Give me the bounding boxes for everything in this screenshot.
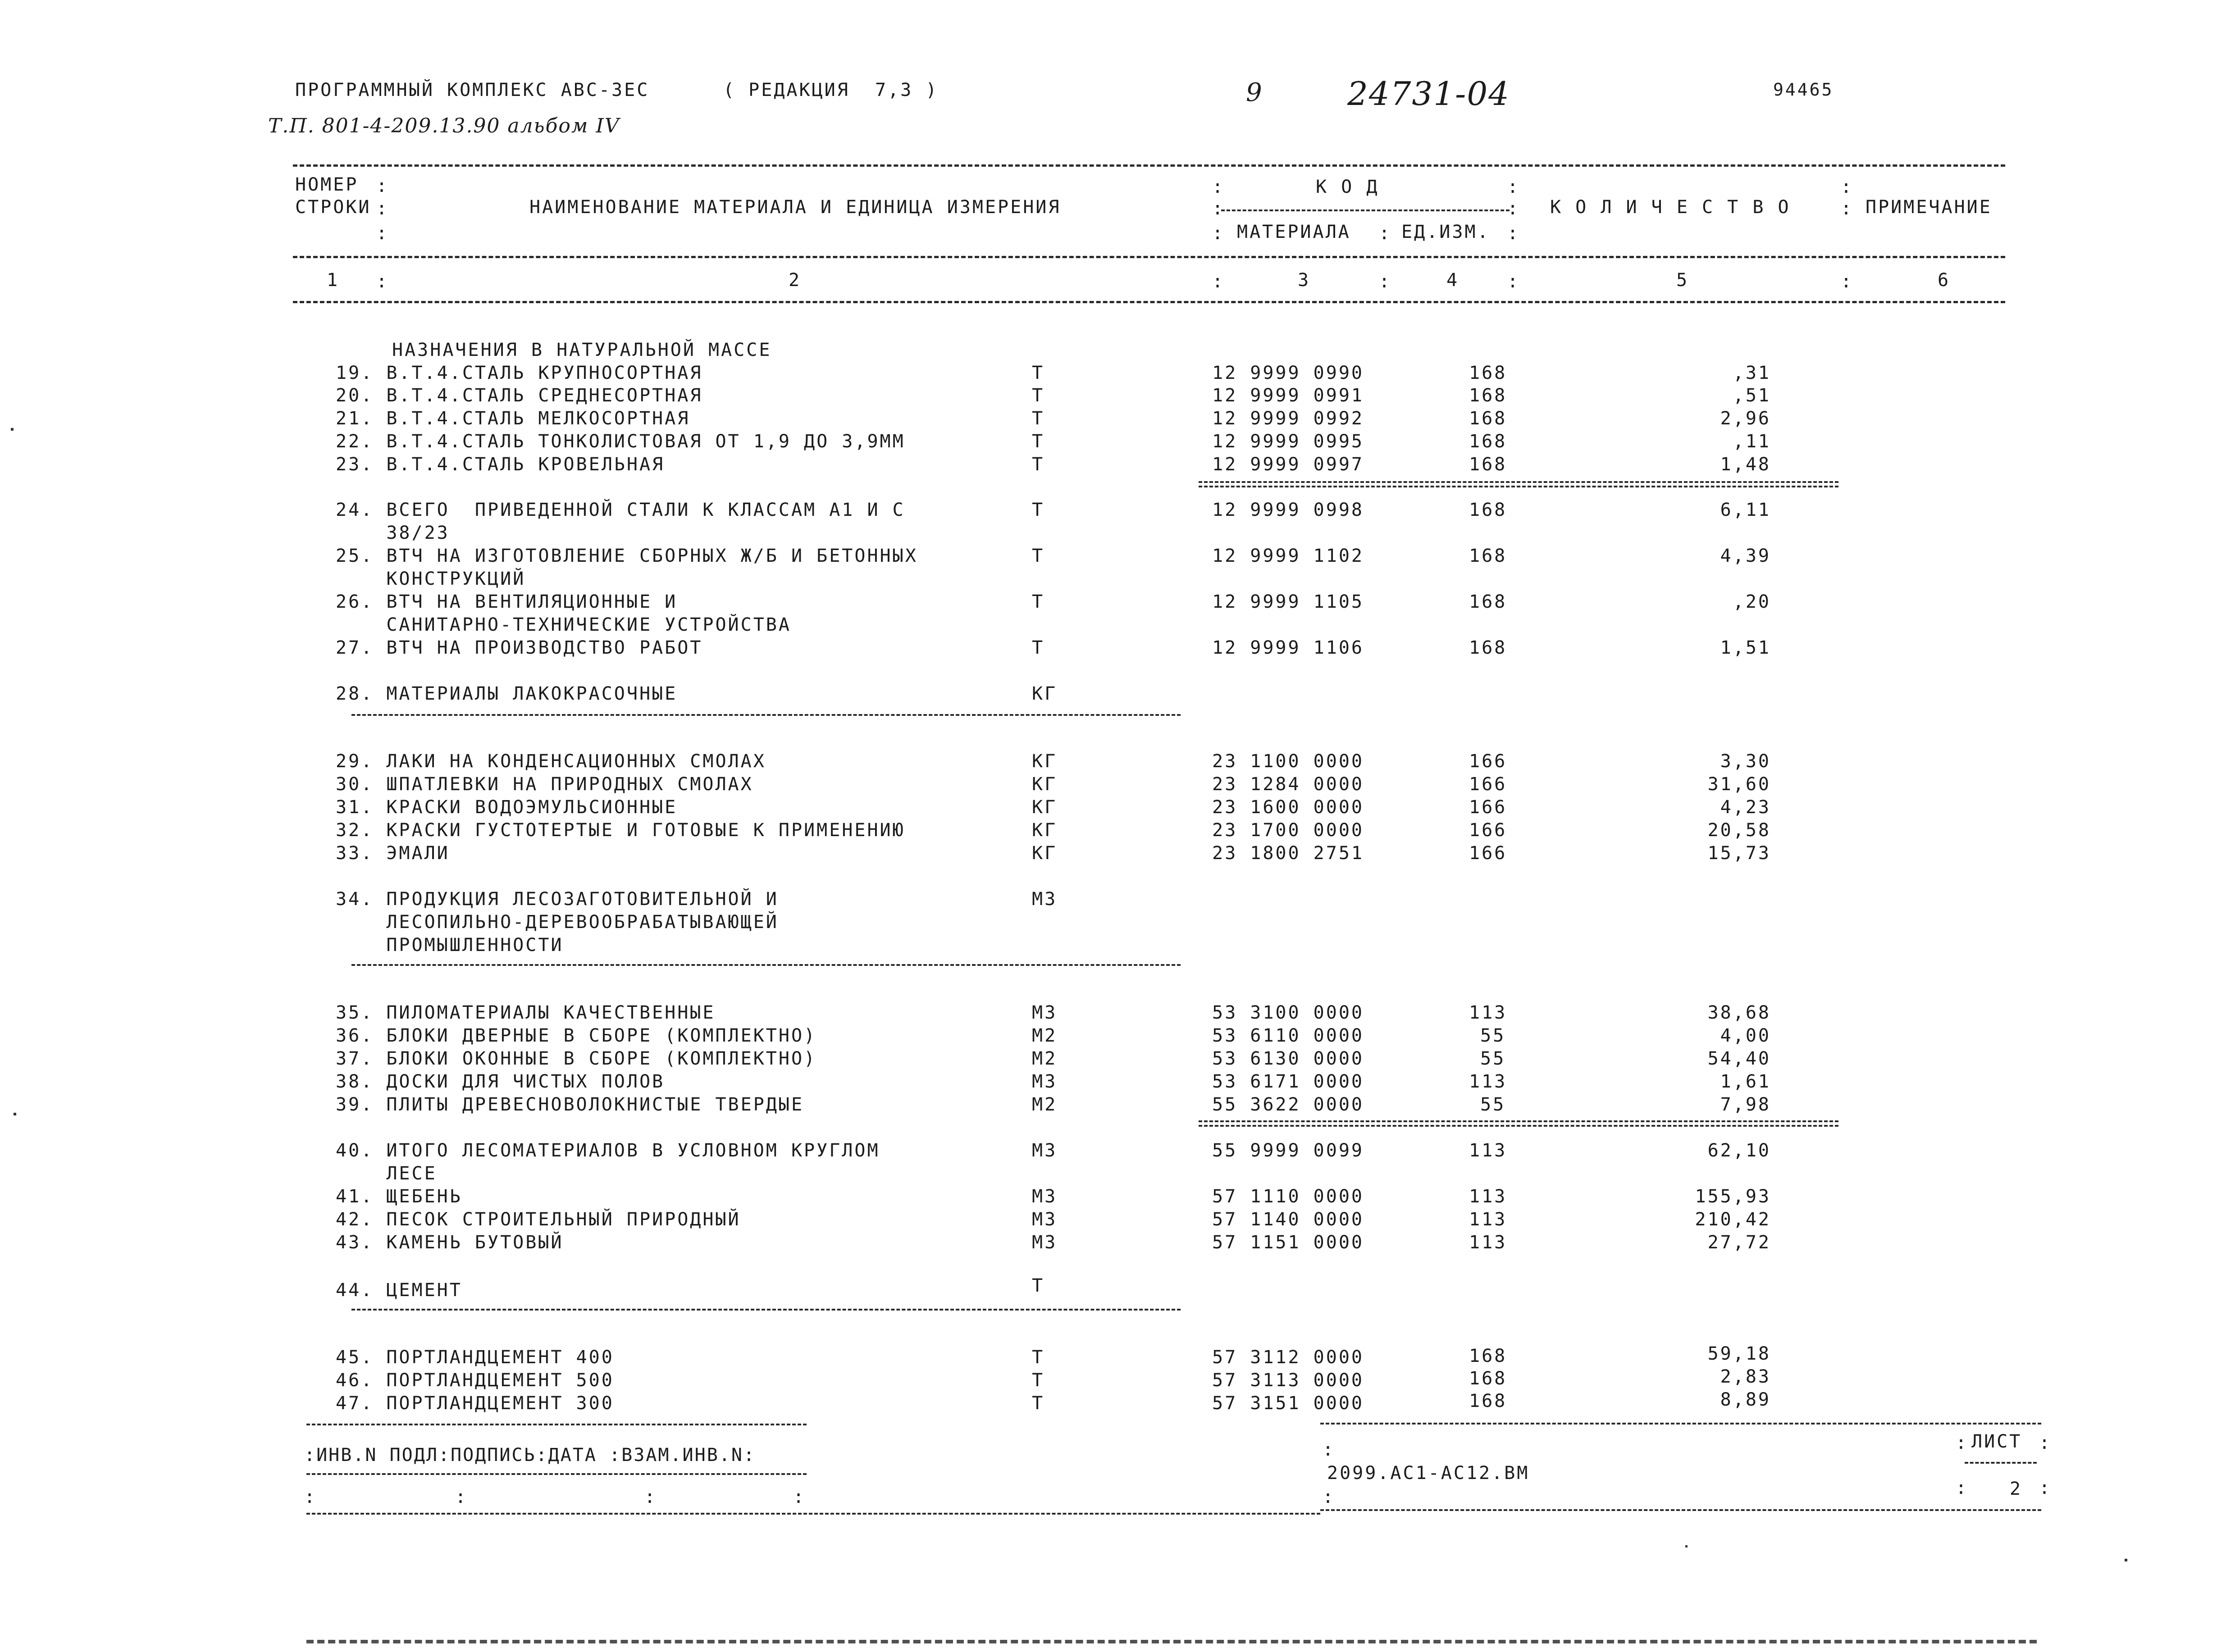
- row-text: 29. ЛАКИ НА КОНДЕНСАЦИОННЫХ СМОЛАХ: [336, 751, 766, 772]
- header-separator: :: [1841, 198, 1852, 219]
- row-code: 23 1284 0000: [1212, 774, 1364, 795]
- group-rule: [351, 714, 1181, 716]
- row-quantity: ,51: [1733, 385, 1771, 406]
- header-col2: НАИМЕНОВАНИЕ МАТЕРИАЛА И ЕДИНИЦА ИЗМЕРЕНИЯ: [529, 197, 1061, 218]
- row-code: 53 6110 0000: [1212, 1025, 1364, 1046]
- row-quantity: 210,42: [1695, 1209, 1771, 1230]
- row-quantity: 1,61: [1720, 1071, 1771, 1092]
- header-separator: :: [1212, 271, 1223, 292]
- row-text: 33. ЭМАЛИ: [336, 843, 450, 864]
- row-continuation: ЛЕСЕ: [336, 1163, 437, 1184]
- stamp-separator: :: [455, 1487, 466, 1507]
- row-unit: Т: [1032, 1393, 1045, 1414]
- row-unit-code: 168: [1469, 408, 1507, 429]
- stamp-separator: :: [2039, 1433, 2050, 1453]
- row-unit: М3: [1032, 1071, 1058, 1092]
- row-code: 57 3151 0000: [1212, 1393, 1364, 1414]
- row-code: 12 9999 1106: [1212, 637, 1364, 658]
- row-unit: Т: [1032, 385, 1045, 406]
- row-unit: М2: [1032, 1025, 1058, 1046]
- row-code: 12 9999 0991: [1212, 385, 1364, 406]
- row-text: 32. КРАСКИ ГУСТОТЕРТЫЕ И ГОТОВЫЕ К ПРИМЕНЕНИЮ: [336, 820, 905, 841]
- row-unit: М3: [1032, 889, 1058, 910]
- row-quantity: 7,98: [1720, 1094, 1771, 1115]
- row-unit: Т: [1032, 431, 1045, 452]
- row-unit-code: 168: [1469, 431, 1507, 452]
- row-code: 23 1800 2751: [1212, 843, 1364, 864]
- row-text: 46. ПОРТЛАНДЦЕМЕНТ 500: [336, 1370, 614, 1391]
- row-unit: Т: [1032, 454, 1045, 475]
- row-text: 36. БЛОКИ ДВЕРНЫЕ В СБОРЕ (КОМПЛЕКТНО): [336, 1025, 817, 1046]
- row-unit-code: 166: [1469, 774, 1507, 795]
- row-text: 45. ПОРТЛАНДЦЕМЕНТ 400: [336, 1347, 614, 1368]
- row-text: 44. ЦЕМЕНТ: [336, 1280, 462, 1301]
- row-quantity: 6,11: [1720, 500, 1771, 520]
- row-continuation: КОНСТРУКЦИЙ: [336, 569, 526, 589]
- header-col1-line2: СТРОКИ: [295, 197, 371, 218]
- row-quantity: 59,18: [1707, 1343, 1771, 1364]
- stamp-separator: :: [793, 1487, 804, 1507]
- row-text: 31. КРАСКИ ВОДОЭМУЛЬСИОННЫЕ: [336, 797, 678, 818]
- row-unit-code: 55: [1480, 1048, 1506, 1069]
- header-kod-rule: [1221, 209, 1510, 211]
- row-text: 30. ШПАТЛЕВКИ НА ПРИРОДНЫХ СМОЛАХ: [336, 774, 753, 795]
- row-quantity: 4,39: [1720, 546, 1771, 566]
- scan-speck: [2125, 1559, 2127, 1561]
- row-unit-code: 168: [1469, 1391, 1507, 1411]
- row-quantity: ,11: [1733, 431, 1771, 452]
- row-quantity: 31,60: [1707, 774, 1771, 795]
- stamp-right-top-rule: [1320, 1423, 2041, 1424]
- row-unit: Т: [1032, 1275, 1045, 1296]
- header-separator: :: [1507, 271, 1519, 292]
- row-text: 39. ПЛИТЫ ДРЕВЕСНОВОЛОКНИСТЫЕ ТВЕРДЫЕ: [336, 1094, 804, 1115]
- row-unit-code: 166: [1469, 797, 1507, 818]
- edition: ( РЕДАКЦИЯ 7,3 ): [723, 80, 939, 100]
- row-unit: КГ: [1032, 683, 1058, 704]
- row-text: 21. В.Т.4.СТАЛЬ МЕЛКОСОРТНАЯ: [336, 408, 690, 429]
- row-text: 34. ПРОДУКЦИЯ ЛЕСОЗАГОТОВИТЕЛЬНОЙ И: [336, 889, 779, 910]
- column-number: 3: [1298, 270, 1311, 291]
- row-unit: М3: [1032, 1186, 1058, 1207]
- row-text: 47. ПОРТЛАНДЦЕМЕНТ 300: [336, 1393, 614, 1414]
- row-text: 41. ЩЕБЕНЬ: [336, 1186, 462, 1207]
- row-quantity: 8,89: [1720, 1389, 1771, 1410]
- row-code: 55 9999 0099: [1212, 1140, 1364, 1161]
- row-quantity: 2,83: [1720, 1366, 1771, 1387]
- header-separator: :: [1841, 271, 1852, 292]
- row-unit-code: 166: [1469, 843, 1507, 864]
- row-unit: Т: [1032, 546, 1045, 566]
- row-code: 12 9999 0998: [1212, 500, 1364, 520]
- header-top-rule: [293, 164, 2005, 167]
- row-unit: Т: [1032, 408, 1045, 429]
- column-number: 5: [1676, 270, 1689, 291]
- row-quantity: 4,23: [1720, 797, 1771, 818]
- stamp-left-mid-rule: [306, 1473, 807, 1475]
- row-text: 38. ДОСКИ ДЛЯ ЧИСТЫХ ПОЛОВ: [336, 1071, 665, 1092]
- document-code: 2099.АС1-АС12.ВМ: [1327, 1463, 1530, 1484]
- page-mark: 9: [1246, 78, 1263, 107]
- row-text: 26. ВТЧ НА ВЕНТИЛЯЦИОННЫЕ И: [336, 592, 678, 612]
- row-unit: КГ: [1032, 751, 1058, 772]
- sheet-number: 2: [2010, 1479, 2023, 1499]
- sheet-rule: [1965, 1462, 2037, 1464]
- row-text: 24. ВСЕГО ПРИВЕДЕННОЙ СТАЛИ К КЛАССАМ А1 И С: [336, 500, 905, 520]
- row-quantity: 1,51: [1720, 637, 1771, 658]
- row-unit-code: 55: [1480, 1025, 1506, 1046]
- subtotal-rule: [1199, 481, 1838, 487]
- scan-speck: [1685, 1545, 1688, 1547]
- row-unit: Т: [1032, 1370, 1045, 1391]
- row-code: 12 9999 0997: [1212, 454, 1364, 475]
- header-quantity: К О Л И Ч Е С Т В О: [1550, 197, 1791, 218]
- row-code: 12 9999 0990: [1212, 363, 1364, 383]
- row-code: 12 9999 1102: [1212, 546, 1364, 566]
- row-quantity: 27,72: [1707, 1232, 1771, 1253]
- stamp-separator: :: [1956, 1478, 1967, 1498]
- row-unit: М3: [1032, 1140, 1058, 1161]
- row-quantity: 20,58: [1707, 820, 1771, 841]
- stamp-separator: :: [304, 1487, 315, 1507]
- row-text: 28. МАТЕРИАЛЫ ЛАКОКРАСОЧНЫЕ: [336, 683, 678, 704]
- stamp-separator: :: [1956, 1433, 1967, 1453]
- row-continuation: ЛЕСОПИЛЬНО-ДЕРЕВООБРАБАТЫВАЮЩЕЙ: [336, 912, 779, 933]
- margin-marks: [306, 1640, 2037, 1643]
- row-text: 20. В.Т.4.СТАЛЬ СРЕДНЕСОРТНАЯ: [336, 385, 703, 406]
- stamp-header: :ИНВ.N ПОДЛ:ПОДПИСЬ:ДАТА :ВЗАМ.ИНВ.N:: [304, 1445, 756, 1465]
- row-unit-code: 168: [1469, 454, 1507, 475]
- row-unit-code: 55: [1480, 1094, 1506, 1115]
- row-unit: Т: [1032, 637, 1045, 658]
- project-reference-handwritten: Т.П. 801-4-209.13.90 альбом IV: [268, 114, 620, 137]
- header-kod-material: МАТЕРИАЛА: [1237, 222, 1351, 242]
- header-separator: :: [1212, 223, 1223, 244]
- header-separator: :: [1379, 271, 1390, 292]
- row-unit-code: 113: [1469, 1209, 1507, 1230]
- document-number-handwritten: 24731-04: [1347, 75, 1510, 113]
- row-text: 27. ВТЧ НА ПРОИЗВОДСТВО РАБОТ: [336, 637, 703, 658]
- row-unit: Т: [1032, 592, 1045, 612]
- header-separator: :: [1507, 177, 1519, 197]
- code-right: 94465: [1773, 80, 1834, 100]
- row-quantity: 38,68: [1707, 1002, 1771, 1023]
- row-quantity: 54,40: [1707, 1048, 1771, 1069]
- row-text: 35. ПИЛОМАТЕРИАЛЫ КАЧЕСТВЕННЫЕ: [336, 1002, 716, 1023]
- row-unit-code: 168: [1469, 546, 1507, 566]
- row-code: 53 3100 0000: [1212, 1002, 1364, 1023]
- row-text: 40. ИТОГО ЛЕСОМАТЕРИАЛОВ В УСЛОВНОМ КРУГЛОМ: [336, 1140, 880, 1161]
- row-unit: КГ: [1032, 774, 1058, 795]
- row-text: 25. ВТЧ НА ИЗГОТОВЛЕНИЕ СБОРНЫХ Ж/Б И БЕТОННЫХ: [336, 546, 918, 566]
- header-separator: :: [1507, 198, 1519, 219]
- header-separator: :: [376, 176, 388, 196]
- header-separator: :: [376, 198, 388, 219]
- row-unit-code: 113: [1469, 1186, 1507, 1207]
- program-title: ПРОГРАММНЫЙ КОМПЛЕКС АВС-ЗЕС: [295, 80, 650, 100]
- header-separator: :: [1841, 177, 1852, 197]
- row-code: 57 1140 0000: [1212, 1209, 1364, 1230]
- row-unit: КГ: [1032, 820, 1058, 841]
- row-code: 53 6171 0000: [1212, 1071, 1364, 1092]
- row-unit: Т: [1032, 363, 1045, 383]
- stamp-separator: :: [2039, 1478, 2050, 1498]
- row-text: 22. В.Т.4.СТАЛЬ ТОНКОЛИСТОВАЯ ОТ 1,9 ДО 3,9ММ: [336, 431, 905, 452]
- row-unit: М3: [1032, 1002, 1058, 1023]
- row-quantity: ,20: [1733, 592, 1771, 612]
- column-number: 6: [1938, 270, 1951, 291]
- column-number: 2: [789, 270, 802, 291]
- row-text: НАЗНАЧЕНИЯ В НАТУРАЛЬНОЙ МАССЕ: [392, 340, 772, 360]
- row-unit: М2: [1032, 1094, 1058, 1115]
- row-code: 12 9999 0995: [1212, 431, 1364, 452]
- scan-speck: [14, 1113, 16, 1115]
- row-quantity: 3,30: [1720, 751, 1771, 772]
- row-code: 57 1151 0000: [1212, 1232, 1364, 1253]
- row-text: 37. БЛОКИ ОКОННЫЕ В СБОРЕ (КОМПЛЕКТНО): [336, 1048, 817, 1069]
- stamp-left-top-rule: [306, 1424, 807, 1425]
- row-quantity: 15,73: [1707, 843, 1771, 864]
- row-quantity: 4,00: [1720, 1025, 1771, 1046]
- row-unit-code: 113: [1469, 1232, 1507, 1253]
- stamp-left-bottom-rule: [306, 1513, 1320, 1515]
- row-unit-code: 168: [1469, 1346, 1507, 1366]
- row-quantity: 1,48: [1720, 454, 1771, 475]
- row-unit-code: 168: [1469, 363, 1507, 383]
- row-unit: Т: [1032, 500, 1045, 520]
- header-col1-line1: НОМЕР: [295, 174, 359, 195]
- header-note: ПРИМЕЧАНИЕ: [1866, 197, 1992, 218]
- stamp-separator: :: [644, 1487, 656, 1507]
- row-unit: КГ: [1032, 797, 1058, 818]
- row-text: 42. ПЕСОК СТРОИТЕЛЬНЫЙ ПРИРОДНЫЙ: [336, 1209, 741, 1230]
- row-unit: М2: [1032, 1048, 1058, 1069]
- row-text: 43. КАМЕНЬ БУТОВЫЙ: [336, 1232, 564, 1253]
- row-quantity: ,31: [1733, 363, 1771, 383]
- row-unit-code: 166: [1469, 820, 1507, 841]
- sheet-label: ЛИСТ: [1971, 1431, 2022, 1452]
- column-number: 1: [327, 270, 340, 291]
- row-code: 55 3622 0000: [1212, 1094, 1364, 1115]
- row-code: 12 9999 1105: [1212, 592, 1364, 612]
- header-separator: :: [1379, 223, 1390, 244]
- stamp-separator: :: [1323, 1439, 1334, 1460]
- row-unit-code: 166: [1469, 751, 1507, 772]
- row-code: 57 3112 0000: [1212, 1347, 1364, 1368]
- row-text: 19. В.Т.4.СТАЛЬ КРУПНОСОРТНАЯ: [336, 363, 703, 383]
- row-code: 12 9999 0992: [1212, 408, 1364, 429]
- header-separator: :: [1507, 223, 1519, 244]
- row-unit-code: 168: [1469, 500, 1507, 520]
- stamp-separator: :: [1323, 1487, 1334, 1507]
- row-continuation: ПРОМЫШЛЕННОСТИ: [336, 935, 564, 956]
- row-code: 57 1110 0000: [1212, 1186, 1364, 1207]
- row-text: 23. В.Т.4.СТАЛЬ КРОВЕЛЬНАЯ: [336, 454, 665, 475]
- header-kod-unit: ЕД.ИЗМ.: [1401, 222, 1490, 242]
- header-separator: :: [376, 271, 388, 292]
- row-quantity: 2,96: [1720, 408, 1771, 429]
- stamp-right-bottom-rule: [1320, 1509, 2041, 1511]
- row-unit-code: 113: [1469, 1140, 1507, 1161]
- row-unit-code: 113: [1469, 1071, 1507, 1092]
- row-unit: КГ: [1032, 843, 1058, 864]
- row-code: 23 1700 0000: [1212, 820, 1364, 841]
- row-unit: Т: [1032, 1347, 1045, 1368]
- row-unit: М3: [1032, 1232, 1058, 1253]
- row-code: 53 6130 0000: [1212, 1048, 1364, 1069]
- scan-speck: [11, 428, 14, 431]
- row-quantity: 155,93: [1695, 1186, 1771, 1207]
- row-unit-code: 168: [1469, 1368, 1507, 1389]
- row-unit-code: 168: [1469, 637, 1507, 658]
- row-unit-code: 168: [1469, 592, 1507, 612]
- header-mid-rule: [293, 256, 2005, 258]
- group-rule: [351, 1309, 1181, 1311]
- row-unit-code: 168: [1469, 385, 1507, 406]
- row-unit-code: 113: [1469, 1002, 1507, 1023]
- subtotal-rule: [1199, 1120, 1838, 1127]
- header-kod: К О Д: [1316, 177, 1379, 197]
- row-continuation: САНИТАРНО-ТЕХНИЧЕСКИЕ УСТРОЙСТВА: [336, 614, 791, 635]
- header-separator: :: [1212, 177, 1223, 197]
- row-code: 57 3113 0000: [1212, 1370, 1364, 1391]
- row-code: 23 1600 0000: [1212, 797, 1364, 818]
- row-continuation: 38/23: [336, 523, 450, 543]
- row-quantity: 62,10: [1707, 1140, 1771, 1161]
- row-unit: М3: [1032, 1209, 1058, 1230]
- group-rule: [351, 964, 1181, 966]
- header-separator: :: [376, 223, 388, 244]
- column-number: 4: [1446, 270, 1460, 291]
- row-code: 23 1100 0000: [1212, 751, 1364, 772]
- header-separator: :: [1212, 198, 1223, 219]
- header-bottom-rule: [293, 301, 2005, 303]
